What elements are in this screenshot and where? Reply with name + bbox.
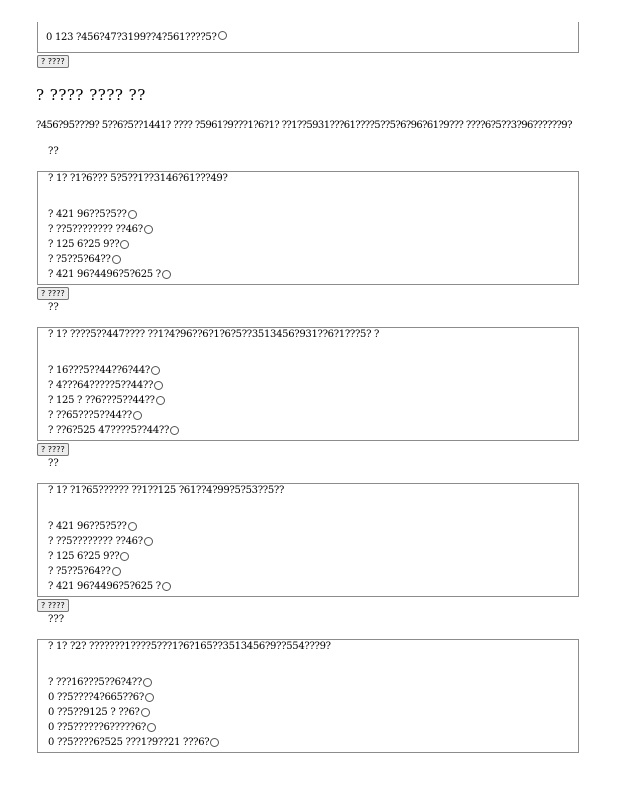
option-item[interactable]: ? 125 ? ??6???5??44?? [48, 393, 179, 408]
submit-button-top[interactable]: ? ???? [37, 55, 69, 68]
submit-button[interactable]: ? ???? [37, 443, 69, 456]
section-label: ?? [48, 146, 59, 157]
section-label: ?? [48, 458, 59, 469]
option-item[interactable]: ? ??6?525 47????5??44?? [48, 423, 179, 438]
option-item[interactable]: ? ??65???5??44?? [48, 408, 179, 423]
submit-button[interactable]: ? ???? [37, 599, 69, 612]
option-item[interactable]: ? 4???64?????5??44?? [48, 378, 179, 393]
options-list [48, 519, 171, 594]
option-item[interactable]: 0 ??5????4?665??6? [48, 690, 219, 705]
radio-button[interactable] [156, 396, 165, 405]
option-item[interactable]: ? 125 6?25 9?? [48, 549, 171, 564]
radio-button[interactable] [145, 693, 154, 702]
question-text: ? 1? ?2? ???????1????5???1?6?165??3513456?9??554???9? [48, 641, 331, 652]
option-item[interactable]: 0 ??5??????6?????6? [48, 720, 219, 735]
option-item[interactable]: ? 421 96??5?5?? [48, 519, 171, 534]
radio-button[interactable] [133, 411, 142, 420]
question-box [37, 327, 579, 441]
option-item[interactable]: ? ??5???????? ??46? [48, 222, 171, 237]
radio-button[interactable] [128, 522, 137, 531]
radio-button[interactable] [151, 366, 160, 375]
radio-button[interactable] [144, 537, 153, 546]
radio-button[interactable] [162, 270, 171, 279]
radio-button[interactable] [112, 255, 121, 264]
radio-button[interactable] [218, 31, 227, 40]
top-option[interactable]: 0 123 ?456?47?3199??4?561????5? [46, 31, 227, 43]
radio-button[interactable] [162, 582, 171, 591]
option-item[interactable]: 0 ??5??9125 ? ??6? [48, 705, 219, 720]
radio-button[interactable] [141, 708, 150, 717]
option-item[interactable]: ? ?5??5?64?? [48, 564, 171, 579]
options-list [48, 363, 179, 438]
options-list [48, 675, 219, 750]
radio-button[interactable] [154, 381, 163, 390]
option-item[interactable]: ? ???16???5??6?4?? [48, 675, 219, 690]
radio-button[interactable] [120, 552, 129, 561]
radio-button[interactable] [210, 738, 219, 747]
section-label: ??? [48, 614, 65, 625]
option-item[interactable]: 0 ??5????6?525 ???1?9??21 ???6? [48, 735, 219, 750]
section-label: ?? [48, 302, 59, 313]
radio-button[interactable] [112, 567, 121, 576]
question-text: ? 1? ?1?65?????? ??1??125 ?61??4?99?5?53??5?? [48, 485, 285, 496]
option-item[interactable]: ? ?5??5?64?? [48, 252, 171, 267]
submit-button[interactable]: ? ???? [37, 287, 69, 300]
radio-button[interactable] [144, 225, 153, 234]
page-title: ? ???? ???? ?? [36, 86, 146, 104]
option-item[interactable]: ? 16???5??44??6?44? [48, 363, 179, 378]
option-item[interactable]: ? 125 6?25 9?? [48, 237, 171, 252]
radio-button[interactable] [120, 240, 129, 249]
option-item[interactable]: ? 421 96?4496?5?625 ? [48, 579, 171, 594]
radio-button[interactable] [128, 210, 137, 219]
question-box [37, 171, 579, 285]
question-box [37, 483, 579, 597]
option-item[interactable]: ? 421 96??5?5?? [48, 207, 171, 222]
radio-button[interactable] [143, 678, 152, 687]
radio-button[interactable] [170, 426, 179, 435]
question-text: ? 1? ?1?6??? 5?5??1??3146?61???49? [48, 173, 228, 184]
intro-text: ?456?95???9? 5??6?5??1441? ???? ?5961?9???1?6?1? ??1??5931???61????5??5?6?96?61?9??? ????6?5??3?96??????9? [36, 120, 572, 131]
radio-button[interactable] [147, 723, 156, 732]
question-box [37, 639, 579, 753]
option-item[interactable]: ? ??5???????? ??46? [48, 534, 171, 549]
option-item[interactable]: ? 421 96?4496?5?625 ? [48, 267, 171, 282]
question-text: ? 1? ????5??447???? ??1?4?96??6?1?6?5??3513456?931??6?1???5? ? [48, 329, 380, 340]
options-list [48, 207, 171, 282]
